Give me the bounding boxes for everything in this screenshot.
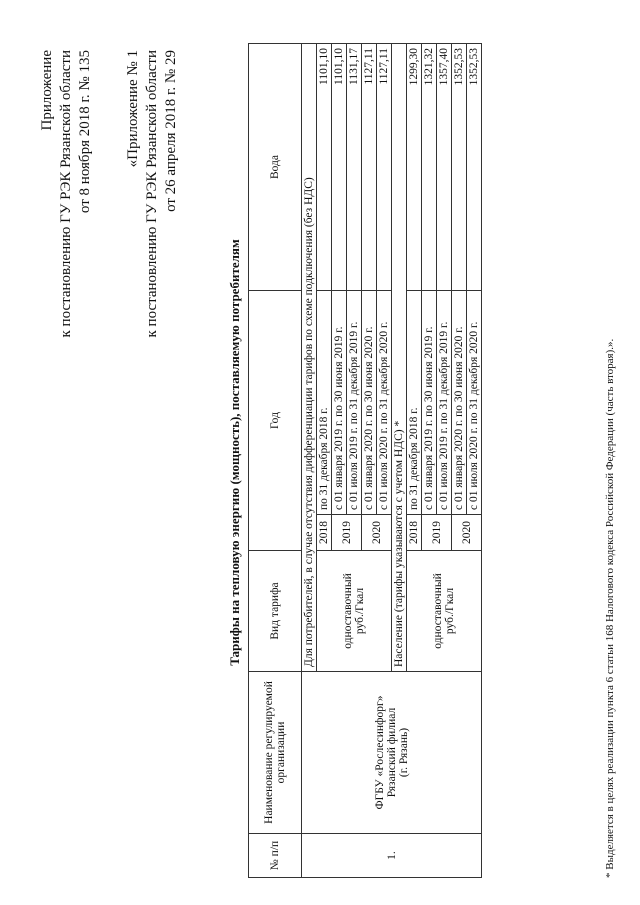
organization-line: Рязанский филиал (385, 707, 398, 798)
year-cell: 2020 (452, 515, 482, 551)
header-line: к постановлению ГУ РЭК Рязанской области (144, 50, 160, 338)
period-cell: с 01 июля 2019 г. по 31 декабря 2019 г. (437, 291, 452, 515)
period-cell: с 01 января 2020 г. по 30 июня 2020 г. (452, 291, 467, 515)
period-cell: с 01 июля 2020 г. по 31 декабря 2020 г. (377, 291, 392, 515)
column-header-organization: Наименование регулируемой организации (249, 672, 302, 834)
value-cell: 1127,11 (377, 44, 392, 291)
period-cell: с 01 июля 2020 г. по 31 декабря 2020 г. (467, 291, 482, 515)
section-row (302, 44, 317, 878)
header-line: от 8 ноября 2018 г. № 135 (77, 50, 93, 214)
value-cell: 1352,53 (452, 44, 467, 291)
period-cell: с 01 января 2020 г. по 30 июня 2020 г. (362, 291, 377, 515)
column-header-number: № п/п (249, 834, 302, 878)
tariff-type-line: одноставочный (432, 573, 444, 649)
section-label: Для потребителей, в случае отсутствия дифференциации тарифов по схеме подключения (без НДС) (302, 44, 317, 672)
footnote: * Выделяется в целях реализации пункта 6 статьи 168 Налогового кодекса Российской Федерации (часть вторая).». (604, 338, 616, 878)
period-cell: по 31 декабря 2018 г. (407, 291, 422, 515)
column-header-water: Вода (249, 44, 302, 291)
value-cell: 1101,10 (332, 44, 347, 291)
header-block-2 (124, 50, 181, 337)
row-number: 1. (302, 834, 482, 878)
value-cell: 1101,10 (317, 44, 332, 291)
tariff-type-line: руб./Гкал (444, 587, 456, 635)
year-cell: 2020 (362, 515, 392, 551)
tariff-type-cell (317, 551, 392, 672)
value-cell: 1131,17 (347, 44, 362, 291)
value-cell: 1352,53 (467, 44, 482, 291)
organization-line: ФГБУ «Рослесинфорг» (373, 695, 386, 810)
column-header-year: Год (249, 291, 302, 551)
section-label: Население (тарифы указываются с учетом НДС) * (392, 44, 407, 672)
year-cell: 2018 (317, 515, 332, 551)
tariff-table (248, 43, 482, 878)
header-line: Приложение (39, 50, 55, 131)
period-cell: с 01 января 2019 г. по 30 июня 2019 г. (422, 291, 437, 515)
organization-cell (302, 672, 482, 834)
table-header-row (249, 44, 302, 878)
header-block-1 (38, 50, 95, 337)
period-cell: с 01 января 2019 г. по 30 июня 2019 г. (332, 291, 347, 515)
tariff-type-line: одноставочный (342, 573, 354, 649)
header-line: от 26 апреля 2018 г. № 29 (163, 50, 179, 212)
value-cell: 1357,40 (437, 44, 452, 291)
value-cell: 1299,30 (407, 44, 422, 291)
tariff-type-cell (407, 551, 482, 672)
header-line: «Приложение № 1 (125, 50, 141, 168)
tariff-type-line: руб./Гкал (354, 587, 366, 635)
organization-line: (г. Рязань) (397, 727, 410, 778)
period-cell: по 31 декабря 2018 г. (317, 291, 332, 515)
year-cell: 2019 (422, 515, 452, 551)
year-cell: 2018 (407, 515, 422, 551)
period-cell: с 01 июля 2019 г. по 31 декабря 2019 г. (347, 291, 362, 515)
value-cell: 1127,11 (362, 44, 377, 291)
document-title: Тарифы на тепловую энергию (мощность), поставляемую потребителям (227, 239, 242, 666)
year-cell: 2019 (332, 515, 362, 551)
column-header-tariff-type: Вид тарифа (249, 551, 302, 672)
header-line: к постановлению ГУ РЭК Рязанской области (58, 50, 74, 338)
value-cell: 1321,32 (422, 44, 437, 291)
